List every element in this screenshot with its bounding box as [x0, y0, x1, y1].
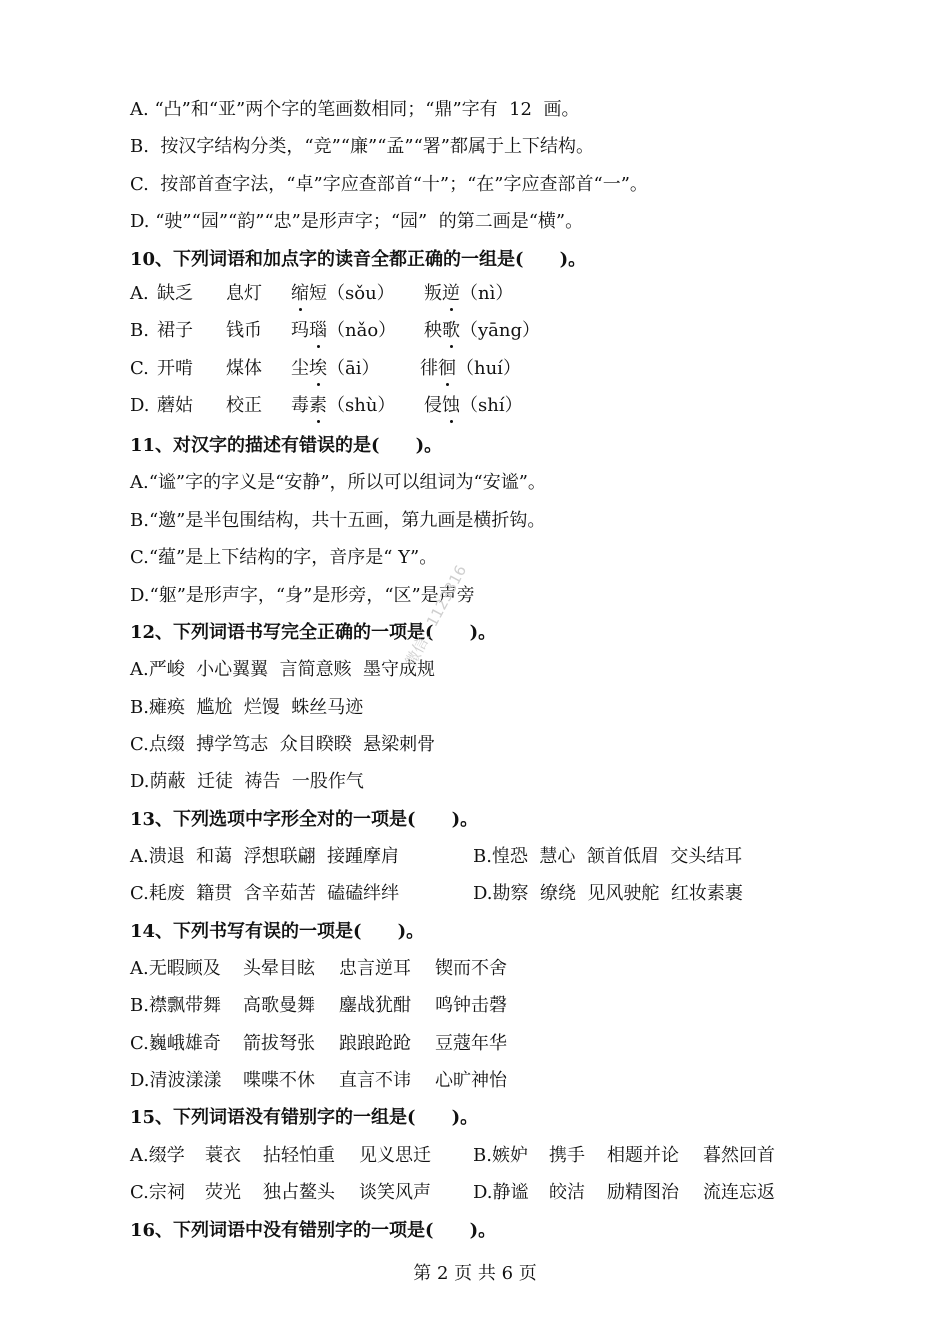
dotted-char: 瑙 — [309, 320, 327, 341]
q10-b-word4: 秧歌（yāng） — [424, 320, 541, 341]
q11-option-a: A.“谧”字的字义是“安静”，所以可以组词为“安谧”。 — [130, 472, 546, 493]
q11-option-d: D.“躯”是形声字，“身”是形旁，“区”是声旁 — [130, 585, 475, 606]
q13-option-b: B.惶恐 慧心 颔首低眉 交头结耳 — [473, 846, 743, 867]
q10-b-word3: 玛瑙（nǎo） — [291, 320, 397, 341]
q9-option-a: A. “凸”和“亚”两个字的笔画数相同；“鼎”字有 12 画。 — [130, 99, 580, 120]
dotted-char: 埃 — [309, 358, 327, 379]
q13-title: 13、下列选项中字形全对的一项是( )。 — [130, 809, 479, 830]
q10-c-word4: 徘徊（huí） — [420, 358, 521, 379]
q10-title: 10、下列词语和加点字的读音全都正确的一组是( )。 — [130, 249, 587, 270]
q15-title: 15、下列词语没有错别字的一组是( )。 — [130, 1107, 479, 1128]
page-footer: 第 2 页 共 6 页 — [413, 1263, 537, 1284]
q12-option-d: D.荫蔽 迁徒 祷告 一股作气 — [130, 771, 364, 792]
q12-option-c: C.点缀 搏学笃志 众目睽睽 悬梁刺骨 — [130, 734, 436, 755]
q12-option-a: A.严峻 小心翼翼 言简意赅 墨守成规 — [130, 659, 436, 680]
q13-option-c: C.耗废 籍贯 含辛茹苦 磕磕绊绊 — [130, 883, 400, 904]
q10-d-word3: 毒素（shù） — [291, 395, 396, 416]
q11-title: 11、对汉字的描述有错误的是( )。 — [130, 435, 443, 456]
q9-option-d: D. “驶”“园”“韵”“忠”是形声字；“园” 的第二画是“横”。 — [130, 211, 584, 232]
q13-option-d: D.勘察 缭绕 见风驶舵 红妆素裹 — [473, 883, 743, 904]
q11-option-c: C.“蕴”是上下结构的字，音序是“ Y”。 — [130, 547, 438, 568]
exam-page: A. “凸”和“亚”两个字的笔画数相同；“鼎”字有 12 画。 B. 按汉字结构分类，“竞”“廉”“孟”“署”都属于上下结构。 C. 按部首查字法，“卓”字应查部首“十”；“在”字应查部首“一”。 D. “驶”“园”“韵”“忠”是形声字；“园” 的第二画是“横”。 10、下列词语和加点字的读音全都正确的一组是( )。 A. 缺乏 息灯 缩短（sǒu） 叛逆（nì） B. 裙子 钱币 玛瑙（nǎo） 秧歌（yāng） C. 开啃 煤体 尘埃（āi） 徘徊（huí） D. 蘑姑 校正 毒素（shù） 侵蚀（shí） 11、对汉字的描述有错误的是( )。 A.“谧”字的字义是“安静”，所以可以组词为“安谧”。 B.“邀”是半包围结构，共十五画，第九画是横折钩。 C.“蕴”是上下结构的字，音序是“ Y”。 D.“躯”是形声字，“身”是形旁，“区”是声旁 12、下列词语书写完全正确的一项是( )。 A.严峻 小心翼翼 言简意赅 墨守成规 B.瘫痪 尴尬 烂馒 蛛丝马迹 C.点缀 搏学笃志 众目睽睽 悬梁刺骨 D.荫蔽 迁徒 祷告 一股作气 13、下列选项中字形全对的一项是( )。 A.溃退 和蔼 浮想联翩 接踵摩肩 B.惶恐 慧心 颔首低眉 交头结耳 C.耗废 籍贯 含辛茹苦 磕磕绊绊 D.勘察 缭绕 见风驶舵 红妆素裹 14、下列书写有误的一项是( )。 A.无暇顾及 头晕目眩 忠言逆耳 锲而不舍 B.襟飘带舞 高歌曼舞 鏖战犹酣 鸣钟击磬 C.巍峨雄奇 箭拔弩张 踉踉跄跄 豆蔻年华 D.清波漾漾 喋喋不休 直言不讳 心旷神怡 15、下列词语没有错别字的一组是( )。 A.缀学 蓑衣 拈轻怕重 见义思迁 B.嫉妒 携手 相题并论 暮然回首 C.宗祠 荧光 独占鳌头 谈笑风声 D.静谧 皎洁 励精图治 流连忘返 16、下列词语中没有错别字的一项是( )。 微信：1123316 第 2 页 共 6 页 — [0, 0, 950, 1344]
q9-option-c: C. 按部首查字法，“卓”字应查部首“十”；“在”字应查部首“一”。 — [130, 174, 648, 195]
q11-option-b: B.“邀”是半包围结构，共十五画，第九画是横折钩。 — [130, 510, 546, 531]
q13-option-a: A.溃退 和蔼 浮想联翩 接踵摩肩 — [130, 846, 400, 867]
dotted-char: 素 — [309, 395, 327, 416]
q10-c-word3: 尘埃（āi） — [291, 358, 380, 379]
q12-title: 12、下列词语书写完全正确的一项是( )。 — [130, 622, 497, 643]
q10-a-word4: 叛逆（nì） — [424, 283, 514, 304]
q14-title: 14、下列书写有误的一项是( )。 — [130, 921, 425, 942]
q16-title: 16、下列词语中没有错别字的一项是( )。 — [130, 1220, 497, 1241]
q10-a-word3: 缩短（sǒu） — [291, 283, 395, 304]
q9-option-b: B. 按汉字结构分类，“竞”“廉”“孟”“署”都属于上下结构。 — [130, 136, 595, 157]
watermark: 微信：1123316 — [401, 562, 471, 670]
q10-d-word4: 侵蚀（shí） — [424, 395, 523, 416]
dotted-char: 蚀 — [442, 395, 460, 416]
dotted-char: 缩 — [291, 283, 309, 304]
q12-option-b: B.瘫痪 尴尬 烂馒 蛛丝马迹 — [130, 697, 364, 718]
dotted-char: 逆 — [442, 283, 460, 304]
dotted-char: 歌 — [442, 320, 460, 341]
dotted-char: 徊 — [438, 358, 456, 379]
